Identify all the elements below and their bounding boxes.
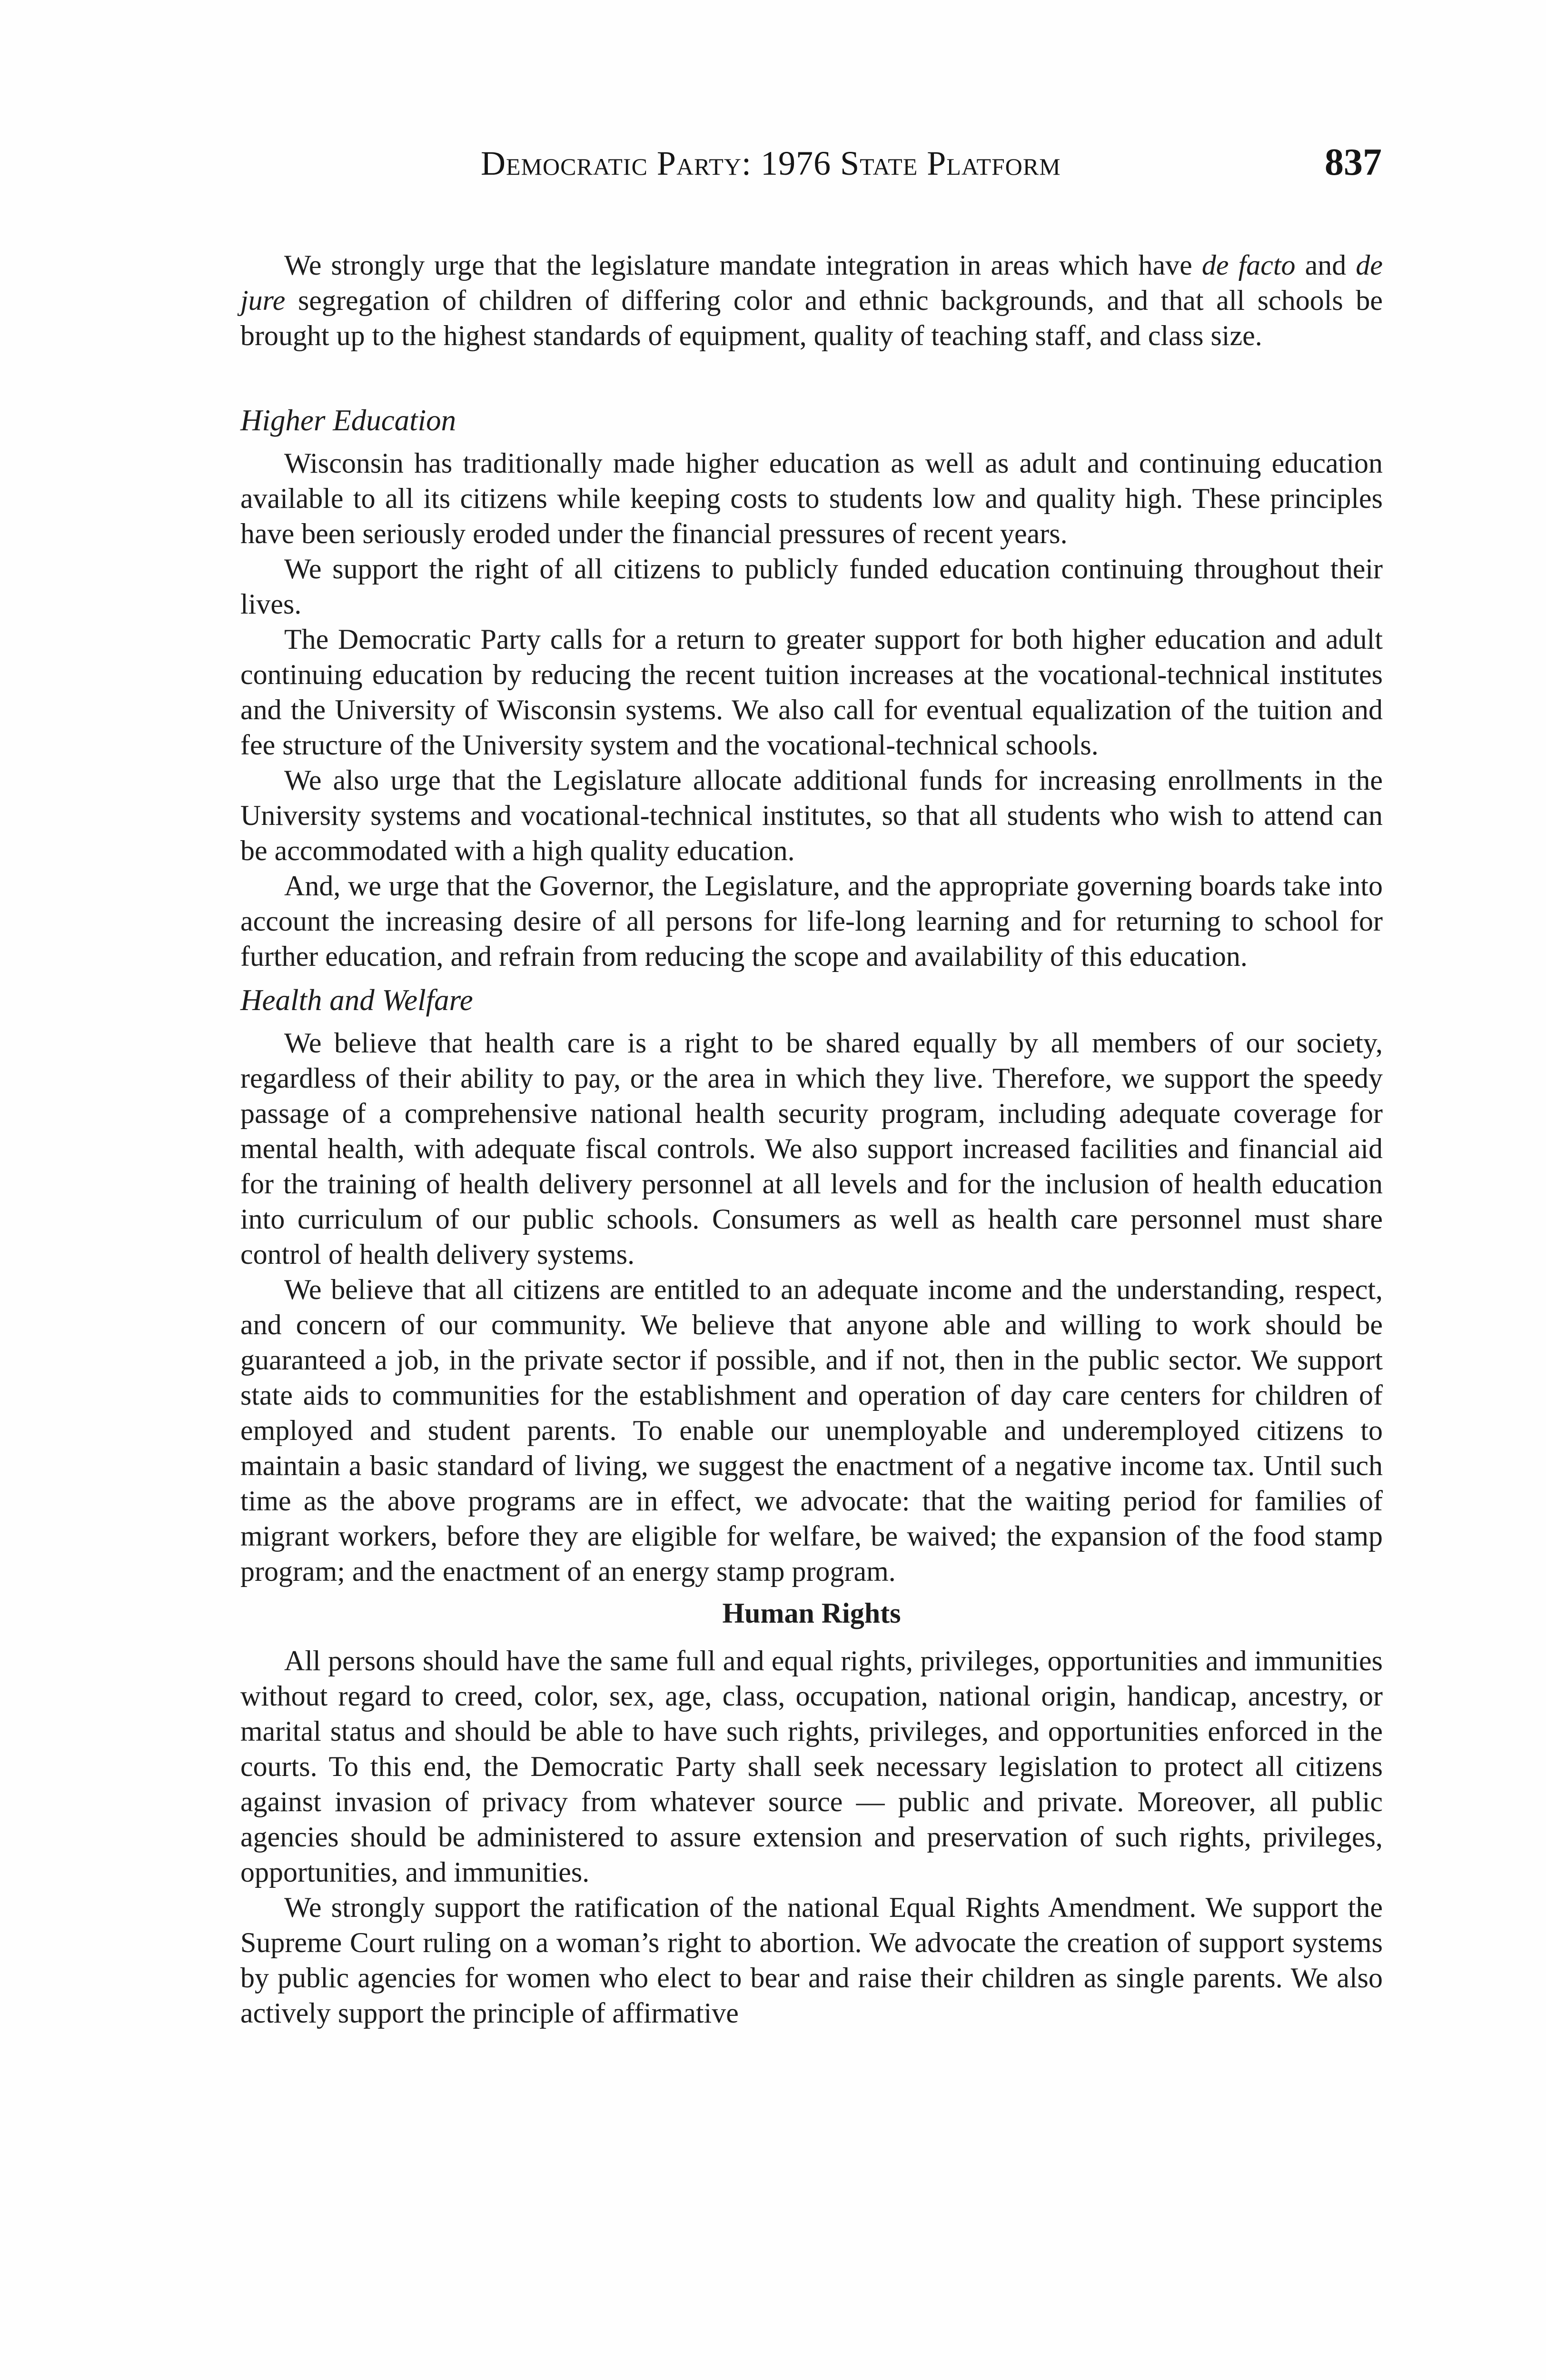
running-head-party: Democratic Party: [481, 144, 752, 182]
human-rights-paragraph: We strongly support the ratification of the national Equal Rights Amendment. We support the Supreme Court ruling on a woman’s right to abortion. We advocate the creation of support systems by public agencies for women who elect to bear and raise their children as single parents. We also actively support the principle of affirmative [240, 1892, 1383, 2029]
higher-ed-paragraph: We also urge that the Legislature allocate additional funds for increasing enrollments in the University systems and vocational-technical institutes, so that all students who wish to attend can be accommodated with a high quality education. [240, 764, 1383, 866]
running-head-year: 1976 [752, 144, 841, 182]
intro-italic-de-facto: de facto [1201, 249, 1296, 281]
higher-ed-paragraph: We support the right of all citizens to publicly funded education continuing throughout their lives. [240, 553, 1383, 620]
heading-human-rights: Human Rights [722, 1597, 901, 1629]
intro-paragraph [240, 248, 1383, 353]
intro-text-3: segregation of children of differing color and ethnic backgrounds, and that all schools be brought up to the highest standards of equipment, quality of teaching staff, and class size. [240, 285, 1383, 351]
higher-ed-paragraph: And, we urge that the Governor, the Legislature, and the appropriate governing boards take into account the increasing desire of all persons for life-long learning and for returning to school for further education, and refrain from reducing the scope and availability of this education. [240, 870, 1383, 972]
higher-ed-paragraph: The Democratic Party calls for a return to greater support for both higher education and adult continuing education by reducing the recent tuition increases at the vocational-technical institutes and the University of Wisconsin systems. We also call for eventual equalization of the tuition and fee structure of the University system and the vocational-technical schools. [240, 624, 1383, 761]
health-welfare-paragraph: We believe that all citizens are entitled to an adequate income and the understanding, respect, and concern of our community. We believe that anyone able and willing to work should be guaranteed a job, in the private sector if possible, and if not, then in the public sector. We support state aids to communities for the establishment and operation of day care centers for children of employed and student parents. To enable our unemployable and underemployed citizens to maintain a basic standard of living, we suggest the enactment of a negative income tax. Until such time as the above programs are in effect, we advocate: that the waiting period for families of migrant workers, before they are eligible for welfare, be waived; the expansion of the food stamp program; and the enactment of an energy stamp program. [240, 1274, 1383, 1587]
intro-text-2: and [1295, 249, 1356, 281]
running-head-title: State Platform [840, 144, 1061, 182]
heading-health-welfare: Health and Welfare [240, 983, 473, 1017]
health-welfare-paragraph: We believe that health care is a right to be shared equally by all members of our society, regardless of their ability to pay, or the area in which they live. Therefore, we support the speedy passage of a comprehensive national health security program, including adequate coverage for mental health, with adequate fiscal controls. We also support increased facilities and financial aid for the training of health delivery personnel at all levels and for the inclusion of health education into curriculum of our public schools. Consumers as well as health care personnel must share control of health delivery systems. [240, 1027, 1383, 1270]
heading-higher-education: Higher Education [240, 404, 456, 437]
higher-ed-paragraph: Wisconsin has traditionally made higher education as well as adult and continuing education available to all its citizens while keeping costs to students low and quality high. These principles have been seriously eroded under the financial pressures of recent years. [240, 447, 1383, 549]
intro-text-1: We strongly urge that the legislature mandate integration in areas which have [284, 249, 1202, 281]
page-body [240, 248, 1383, 2031]
intro-italic-de-jure: de jure [240, 249, 1383, 316]
page-number: 837 [1325, 141, 1382, 183]
running-head [481, 144, 1061, 183]
human-rights-paragraph: All persons should have the same full and equal rights, privileges, opportunities and immunities without regard to creed, color, sex, age, class, occupation, national origin, handicap, ancestry, or marital status and should be able to have such rights, privileges, and opportunities enforced in the courts. To this end, the Democratic Party shall seek necessary legislation to protect all citizens against invasion of privacy from whatever source — public and private. Moreover, all public agencies should be administered to assure extension and preservation of such rights, privileges, opportunities, and immunities. [240, 1645, 1383, 1888]
